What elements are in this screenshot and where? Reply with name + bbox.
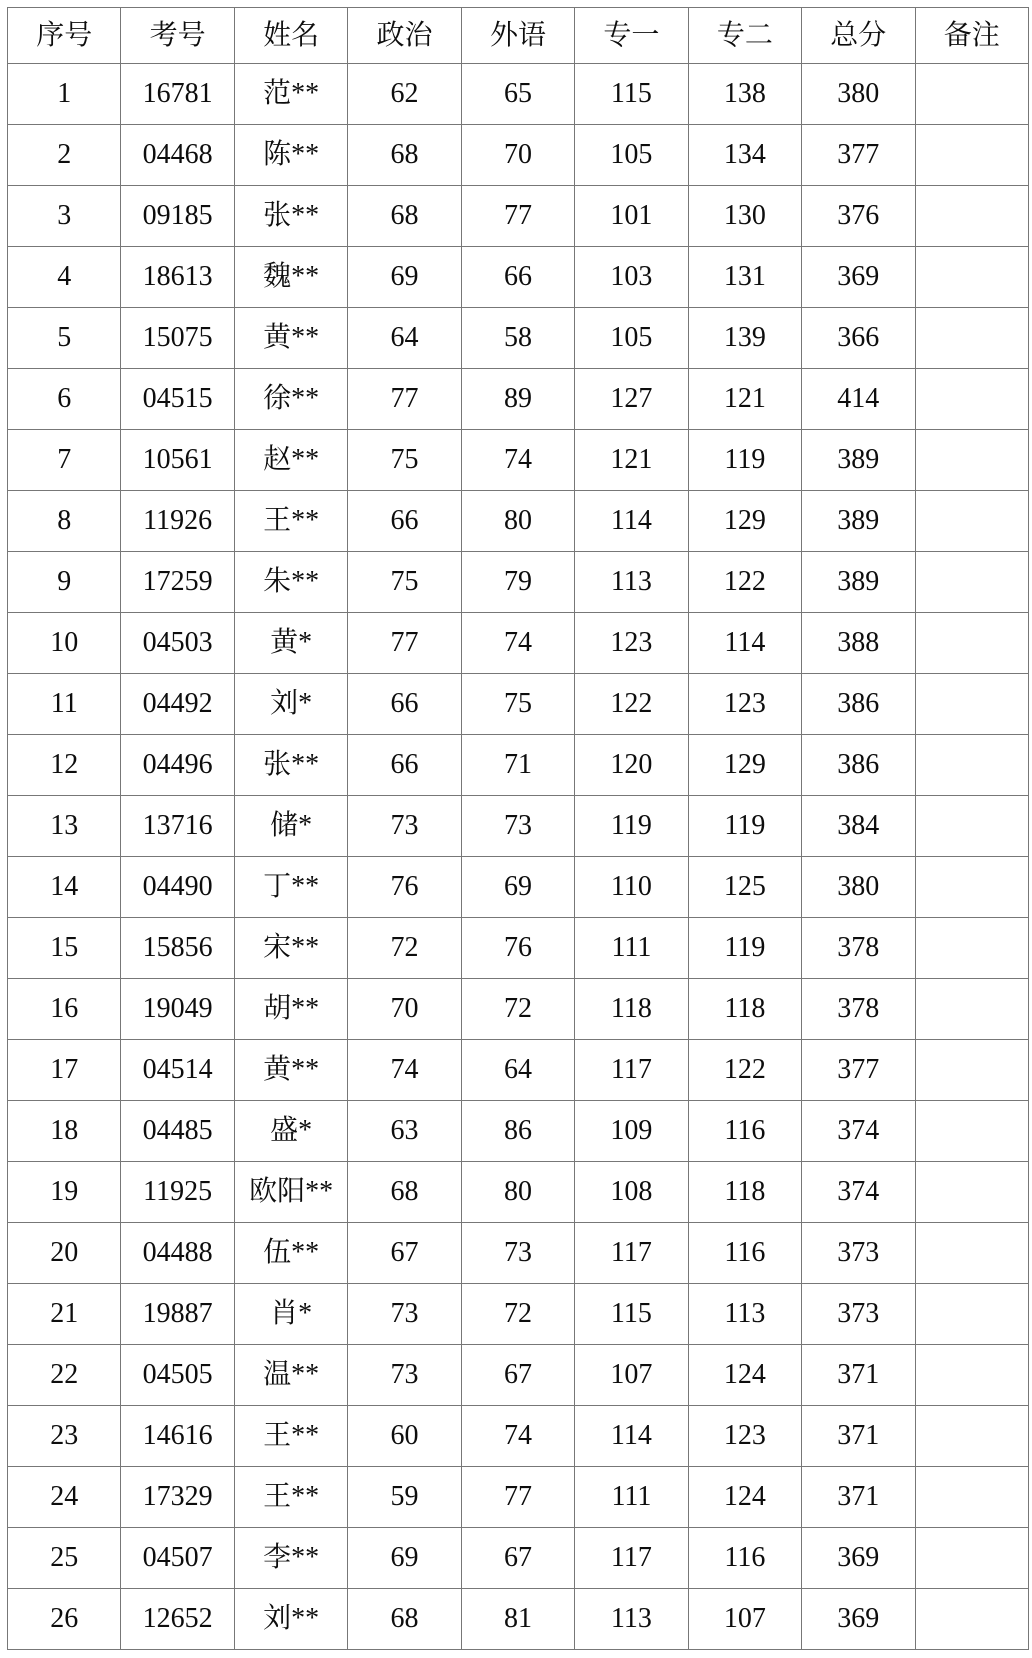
table-cell: 10561 <box>121 430 234 491</box>
table-cell: 118 <box>688 979 801 1040</box>
table-cell: 24 <box>8 1467 121 1528</box>
table-cell: 111 <box>575 918 688 979</box>
table-cell: 380 <box>802 857 915 918</box>
table-cell: 李** <box>234 1528 347 1589</box>
column-header: 姓名 <box>234 8 347 64</box>
table-cell: 66 <box>348 674 461 735</box>
table-cell: 77 <box>348 613 461 674</box>
column-header: 考号 <box>121 8 234 64</box>
table-cell: 373 <box>802 1284 915 1345</box>
table-cell: 10 <box>8 613 121 674</box>
table-cell: 384 <box>802 796 915 857</box>
table-cell: 371 <box>802 1406 915 1467</box>
table-cell <box>915 1101 1029 1162</box>
table-cell: 伍** <box>234 1223 347 1284</box>
table-cell: 67 <box>461 1528 574 1589</box>
table-cell: 124 <box>688 1467 801 1528</box>
table-row <box>8 918 1029 979</box>
table-cell: 王** <box>234 1406 347 1467</box>
table-cell: 138 <box>688 64 801 125</box>
table-row <box>8 125 1029 186</box>
table-cell: 414 <box>802 369 915 430</box>
table-cell: 114 <box>688 613 801 674</box>
table-cell: 69 <box>461 857 574 918</box>
table-cell: 378 <box>802 979 915 1040</box>
table-cell: 127 <box>575 369 688 430</box>
table-row <box>8 979 1029 1040</box>
table-cell: 59 <box>348 1467 461 1528</box>
table-cell: 2 <box>8 125 121 186</box>
table-cell: 6 <box>8 369 121 430</box>
table-row <box>8 1406 1029 1467</box>
table-cell: 389 <box>802 491 915 552</box>
table-cell: 75 <box>348 430 461 491</box>
table-cell: 68 <box>348 1589 461 1650</box>
table-cell: 16 <box>8 979 121 1040</box>
table-cell: 26 <box>8 1589 121 1650</box>
table-cell: 121 <box>575 430 688 491</box>
table-cell: 04490 <box>121 857 234 918</box>
table-cell: 16781 <box>121 64 234 125</box>
table-cell <box>915 186 1029 247</box>
table-cell: 72 <box>461 979 574 1040</box>
table-cell: 19887 <box>121 1284 234 1345</box>
table-cell: 74 <box>348 1040 461 1101</box>
table-cell: 70 <box>348 979 461 1040</box>
table-row <box>8 1101 1029 1162</box>
column-header: 专二 <box>688 8 801 64</box>
table-cell: 369 <box>802 247 915 308</box>
table-cell: 王** <box>234 1467 347 1528</box>
table-cell <box>915 1040 1029 1101</box>
table-cell: 124 <box>688 1345 801 1406</box>
table-cell: 66 <box>348 735 461 796</box>
table-cell: 374 <box>802 1162 915 1223</box>
table-cell: 116 <box>688 1223 801 1284</box>
table-cell: 04485 <box>121 1101 234 1162</box>
table-cell: 369 <box>802 1528 915 1589</box>
table-row <box>8 735 1029 796</box>
table-cell: 378 <box>802 918 915 979</box>
table-cell: 366 <box>802 308 915 369</box>
table-row <box>8 613 1029 674</box>
header-row <box>8 8 1029 64</box>
table-cell: 68 <box>348 186 461 247</box>
table-cell: 15856 <box>121 918 234 979</box>
table-cell: 68 <box>348 125 461 186</box>
table-cell: 赵** <box>234 430 347 491</box>
table-cell: 72 <box>348 918 461 979</box>
table-cell: 13716 <box>121 796 234 857</box>
table-cell: 376 <box>802 186 915 247</box>
table-cell: 60 <box>348 1406 461 1467</box>
table-cell <box>915 1406 1029 1467</box>
table-cell: 04514 <box>121 1040 234 1101</box>
table-row <box>8 369 1029 430</box>
table-cell: 22 <box>8 1345 121 1406</box>
table-cell <box>915 857 1029 918</box>
table-cell <box>915 1589 1029 1650</box>
table-cell: 19 <box>8 1162 121 1223</box>
table-cell: 69 <box>348 1528 461 1589</box>
table-cell: 121 <box>688 369 801 430</box>
table-cell: 129 <box>688 735 801 796</box>
table-cell: 04496 <box>121 735 234 796</box>
table-cell: 温** <box>234 1345 347 1406</box>
table-cell: 73 <box>348 796 461 857</box>
table-cell <box>915 308 1029 369</box>
table-cell: 王** <box>234 491 347 552</box>
table-cell: 119 <box>688 796 801 857</box>
table-cell: 73 <box>461 1223 574 1284</box>
table-cell <box>915 430 1029 491</box>
table-cell: 122 <box>688 1040 801 1101</box>
table-cell: 17259 <box>121 552 234 613</box>
table-cell: 张** <box>234 186 347 247</box>
table-cell: 386 <box>802 735 915 796</box>
table-cell: 9 <box>8 552 121 613</box>
table-cell: 74 <box>461 430 574 491</box>
table-cell: 377 <box>802 1040 915 1101</box>
table-cell: 黄** <box>234 308 347 369</box>
table-cell: 369 <box>802 1589 915 1650</box>
table-cell <box>915 64 1029 125</box>
table-cell: 18 <box>8 1101 121 1162</box>
table-cell: 131 <box>688 247 801 308</box>
table-cell <box>915 552 1029 613</box>
table-cell: 117 <box>575 1223 688 1284</box>
table-cell: 371 <box>802 1345 915 1406</box>
table-cell: 120 <box>575 735 688 796</box>
table-cell: 25 <box>8 1528 121 1589</box>
table-cell: 129 <box>688 491 801 552</box>
table-cell <box>915 1162 1029 1223</box>
table-cell: 377 <box>802 125 915 186</box>
table-row <box>8 430 1029 491</box>
table-cell: 欧阳** <box>234 1162 347 1223</box>
table-cell: 73 <box>461 796 574 857</box>
table-cell: 11 <box>8 674 121 735</box>
table-cell: 123 <box>575 613 688 674</box>
table-row <box>8 247 1029 308</box>
table-cell: 389 <box>802 552 915 613</box>
table-cell: 134 <box>688 125 801 186</box>
table-cell <box>915 491 1029 552</box>
table-cell: 75 <box>348 552 461 613</box>
table-cell: 魏** <box>234 247 347 308</box>
table-cell <box>915 735 1029 796</box>
table-cell: 12 <box>8 735 121 796</box>
table-cell <box>915 1528 1029 1589</box>
table-cell: 114 <box>575 1406 688 1467</box>
table-cell: 62 <box>348 64 461 125</box>
table-cell: 09185 <box>121 186 234 247</box>
table-cell <box>915 613 1029 674</box>
table-cell <box>915 918 1029 979</box>
table-row <box>8 1589 1029 1650</box>
table-cell: 黄* <box>234 613 347 674</box>
table-cell: 67 <box>348 1223 461 1284</box>
table-row <box>8 796 1029 857</box>
table-cell: 宋** <box>234 918 347 979</box>
table-cell: 123 <box>688 1406 801 1467</box>
table-cell: 115 <box>575 64 688 125</box>
table-cell: 118 <box>688 1162 801 1223</box>
table-cell: 范** <box>234 64 347 125</box>
table-cell: 79 <box>461 552 574 613</box>
table-row <box>8 1223 1029 1284</box>
table-row <box>8 64 1029 125</box>
table-cell: 71 <box>461 735 574 796</box>
table-cell: 11925 <box>121 1162 234 1223</box>
table-cell: 12652 <box>121 1589 234 1650</box>
table-cell: 丁** <box>234 857 347 918</box>
table-cell: 18613 <box>121 247 234 308</box>
table-row <box>8 1162 1029 1223</box>
table-cell: 123 <box>688 674 801 735</box>
table-cell: 77 <box>461 186 574 247</box>
table-cell <box>915 674 1029 735</box>
table-cell: 69 <box>348 247 461 308</box>
table-cell: 113 <box>575 552 688 613</box>
column-header: 总分 <box>802 8 915 64</box>
table-cell: 4 <box>8 247 121 308</box>
table-cell: 111 <box>575 1467 688 1528</box>
table-cell: 21 <box>8 1284 121 1345</box>
table-cell: 108 <box>575 1162 688 1223</box>
table-cell: 64 <box>461 1040 574 1101</box>
table-cell <box>915 125 1029 186</box>
table-cell: 04507 <box>121 1528 234 1589</box>
column-header: 专一 <box>575 8 688 64</box>
table-row <box>8 857 1029 918</box>
table-cell: 77 <box>348 369 461 430</box>
table-cell: 张** <box>234 735 347 796</box>
table-cell: 70 <box>461 125 574 186</box>
table-cell: 73 <box>348 1345 461 1406</box>
table-cell: 盛* <box>234 1101 347 1162</box>
table-cell <box>915 1223 1029 1284</box>
table-cell: 122 <box>575 674 688 735</box>
table-cell: 109 <box>575 1101 688 1162</box>
table-cell: 80 <box>461 491 574 552</box>
table-cell: 72 <box>461 1284 574 1345</box>
table-cell: 115 <box>575 1284 688 1345</box>
table-cell: 04492 <box>121 674 234 735</box>
table-cell: 66 <box>348 491 461 552</box>
table-cell: 黄** <box>234 1040 347 1101</box>
table-cell: 14616 <box>121 1406 234 1467</box>
table-cell: 77 <box>461 1467 574 1528</box>
table-cell: 388 <box>802 613 915 674</box>
table-cell: 15 <box>8 918 121 979</box>
column-header: 序号 <box>8 8 121 64</box>
table-cell: 371 <box>802 1467 915 1528</box>
table-cell: 20 <box>8 1223 121 1284</box>
table-cell: 8 <box>8 491 121 552</box>
table-cell: 113 <box>575 1589 688 1650</box>
table-cell <box>915 369 1029 430</box>
table-cell: 1 <box>8 64 121 125</box>
table-cell: 朱** <box>234 552 347 613</box>
table-row <box>8 1467 1029 1528</box>
table-cell <box>915 1284 1029 1345</box>
table-cell: 105 <box>575 308 688 369</box>
table-cell <box>915 247 1029 308</box>
table-cell: 储* <box>234 796 347 857</box>
table-cell: 64 <box>348 308 461 369</box>
table-cell: 13 <box>8 796 121 857</box>
table-row <box>8 1345 1029 1406</box>
table-cell: 119 <box>688 430 801 491</box>
table-cell: 114 <box>575 491 688 552</box>
table-cell: 04468 <box>121 125 234 186</box>
table-cell: 389 <box>802 430 915 491</box>
table-cell: 04503 <box>121 613 234 674</box>
table-cell: 103 <box>575 247 688 308</box>
table-cell: 107 <box>688 1589 801 1650</box>
table-row <box>8 552 1029 613</box>
table-cell: 101 <box>575 186 688 247</box>
table-cell: 373 <box>802 1223 915 1284</box>
table-row <box>8 1284 1029 1345</box>
table-cell: 63 <box>348 1101 461 1162</box>
table-cell: 7 <box>8 430 121 491</box>
table-cell: 73 <box>348 1284 461 1345</box>
table-cell: 125 <box>688 857 801 918</box>
table-cell: 122 <box>688 552 801 613</box>
table-cell: 5 <box>8 308 121 369</box>
table-body <box>8 64 1029 1650</box>
table-cell: 386 <box>802 674 915 735</box>
table-cell: 68 <box>348 1162 461 1223</box>
table-cell: 65 <box>461 64 574 125</box>
column-header: 政治 <box>348 8 461 64</box>
table-cell: 66 <box>461 247 574 308</box>
table-cell: 139 <box>688 308 801 369</box>
table-row <box>8 491 1029 552</box>
score-table <box>7 7 1029 1650</box>
table-cell: 19049 <box>121 979 234 1040</box>
table-cell: 119 <box>575 796 688 857</box>
table-cell: 74 <box>461 613 574 674</box>
table-cell: 117 <box>575 1528 688 1589</box>
table-cell: 75 <box>461 674 574 735</box>
table-row <box>8 308 1029 369</box>
table-cell: 107 <box>575 1345 688 1406</box>
table-cell: 陈** <box>234 125 347 186</box>
table-cell: 肖* <box>234 1284 347 1345</box>
column-header: 外语 <box>461 8 574 64</box>
table-cell: 刘** <box>234 1589 347 1650</box>
table-row <box>8 1040 1029 1101</box>
table-cell <box>915 1345 1029 1406</box>
table-cell: 04515 <box>121 369 234 430</box>
table-cell: 04488 <box>121 1223 234 1284</box>
table-cell: 119 <box>688 918 801 979</box>
table-cell: 89 <box>461 369 574 430</box>
table-cell: 374 <box>802 1101 915 1162</box>
table-cell: 67 <box>461 1345 574 1406</box>
table-cell: 58 <box>461 308 574 369</box>
table-cell: 胡** <box>234 979 347 1040</box>
table-cell: 74 <box>461 1406 574 1467</box>
table-cell: 17 <box>8 1040 121 1101</box>
table-cell: 113 <box>688 1284 801 1345</box>
table-cell: 23 <box>8 1406 121 1467</box>
table-cell: 81 <box>461 1589 574 1650</box>
table-cell: 3 <box>8 186 121 247</box>
table-cell: 04505 <box>121 1345 234 1406</box>
table-cell: 110 <box>575 857 688 918</box>
table-cell: 116 <box>688 1528 801 1589</box>
table-cell: 118 <box>575 979 688 1040</box>
table-cell: 80 <box>461 1162 574 1223</box>
table-cell: 130 <box>688 186 801 247</box>
table-cell: 15075 <box>121 308 234 369</box>
table-cell <box>915 1467 1029 1528</box>
table-cell <box>915 979 1029 1040</box>
table-cell: 117 <box>575 1040 688 1101</box>
table-row <box>8 1528 1029 1589</box>
table-row <box>8 186 1029 247</box>
table-cell: 105 <box>575 125 688 186</box>
table-cell: 14 <box>8 857 121 918</box>
table-cell: 76 <box>348 857 461 918</box>
table-cell: 刘* <box>234 674 347 735</box>
table-cell: 76 <box>461 918 574 979</box>
table-cell: 116 <box>688 1101 801 1162</box>
table-cell: 380 <box>802 64 915 125</box>
table-cell <box>915 796 1029 857</box>
column-header: 备注 <box>915 8 1029 64</box>
table-cell: 17329 <box>121 1467 234 1528</box>
table-row <box>8 674 1029 735</box>
table-cell: 86 <box>461 1101 574 1162</box>
table-cell: 11926 <box>121 491 234 552</box>
table-cell: 徐** <box>234 369 347 430</box>
